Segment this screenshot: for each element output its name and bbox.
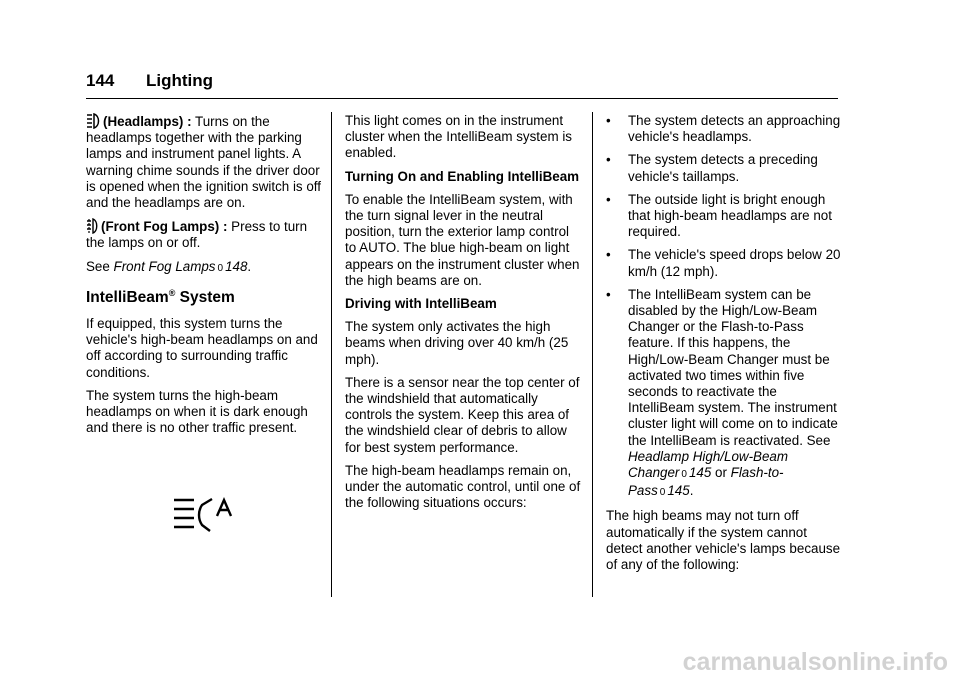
see-fog-reference xyxy=(86,259,322,277)
link-suffix: . xyxy=(689,483,694,499)
flash-to-pass-page[interactable]: 145 xyxy=(667,483,690,499)
high-low-beam-link[interactable]: Headlamp High/Low-Beam Changer xyxy=(628,448,789,481)
header-rule xyxy=(86,98,838,99)
list-item xyxy=(606,287,842,502)
headlamps-paragraph xyxy=(86,113,322,211)
intellibeam-para-1: If equipped, this system turns the vehicle's high-beam headlamps on and off according to surrounding traffic conditions. xyxy=(86,315,318,380)
fog-lamps-link[interactable]: Front Fog Lamps xyxy=(113,258,216,274)
fog-text: Press to turn the lamps on or off. xyxy=(86,219,308,251)
driving-heading: Driving with IntelliBeam xyxy=(345,296,497,312)
registered-mark: ® xyxy=(168,287,176,298)
fog-paragraph xyxy=(86,218,322,251)
bullet-icon: • xyxy=(606,113,611,128)
enabling-paragraph: To enable the IntelliBeam system, with the turn signal lever in the neutral position, turn the exterior lamp control to AUTO. The blue high-beam on light appears on the instrument cluster when the high beams are on. xyxy=(345,191,580,288)
flash-to-pass-link[interactable]: Flash-to-Pass xyxy=(628,465,784,499)
headlamps-label: (Headlamps) : xyxy=(103,114,192,129)
column-3 xyxy=(606,113,842,580)
indicator-paragraph: This light comes on in the instrument cluster when the IntelliBeam system is enabled. xyxy=(345,113,572,161)
see-prefix: See xyxy=(86,258,114,274)
column-1 xyxy=(86,113,322,443)
watermark-text: carmanualsonline.info xyxy=(682,648,948,676)
list-item xyxy=(606,247,842,279)
list-item xyxy=(606,113,842,145)
headlamp-icon xyxy=(86,113,100,129)
page-number: 144 xyxy=(86,71,115,90)
intellibeam-heading xyxy=(86,284,322,307)
closing-paragraph: The high beams may not turn off automatically if the system cannot detect another vehicle's lamps because of any of the following: xyxy=(606,508,841,573)
page-arrow-icon: 0 xyxy=(659,487,666,499)
bullet-icon: • xyxy=(606,152,611,168)
list-item xyxy=(606,192,842,241)
list-item-text: The system detects a preceding vehicle's taillamps. xyxy=(628,152,818,184)
high-low-beam-page[interactable]: 145 xyxy=(688,465,712,481)
activation-paragraph: The system only activates the high beams when driving over 40 km/h (25 mph). xyxy=(345,319,569,367)
section-title: Lighting xyxy=(146,71,214,90)
list-item-text: The vehicle's speed drops below 20 km/h (12 mph). xyxy=(628,247,841,279)
sensor-paragraph: There is a sensor near the top center of the windshield that automatically controls the system. Keep this area of the windshield clear of debris to allow for best system performance. xyxy=(345,374,580,455)
intellibeam-para-2: The system turns the high-beam headlamps on when it is dark enough and there is no other traffic present. xyxy=(86,387,308,436)
bullet-icon: • xyxy=(606,191,611,207)
page-arrow-icon: 0 xyxy=(681,469,687,481)
column-divider-1 xyxy=(331,112,332,597)
situations-list xyxy=(606,113,842,501)
see-suffix: . xyxy=(247,258,252,274)
column-2 xyxy=(345,113,581,518)
fog-lamps-page[interactable]: 148 xyxy=(225,258,248,274)
list-item-text: The outside light is bright enough that high-beam headlamps are not required. xyxy=(628,191,832,240)
headlamps-text: Turns on the headlamps together with the parking lamps and instrument panel lights. A warning chime sounds if the driver door is opened when the ignition switch is off and the headlamps are on. xyxy=(86,114,321,211)
list-item xyxy=(606,152,842,184)
bullet-icon: • xyxy=(606,286,611,302)
watermark-logo xyxy=(0,648,960,678)
column-divider-2 xyxy=(592,112,593,597)
list-item-text: The system detects an approaching vehicle's headlamps. xyxy=(628,113,841,145)
or-text: or xyxy=(711,465,731,481)
enabling-heading: Turning On and Enabling IntelliBeam xyxy=(345,168,580,184)
list-item-text: The IntelliBeam system can be disabled by the High/Low-Beam Changer or the Flash-to-Pass feature. If this happens, the High/Low-Beam Changer must be activated two times within five seconds to reactivate the IntelliBeam system. The instrument cluster light will come on to indicate the IntelliBeam is reactivated. See xyxy=(628,286,838,448)
intellibeam-icon xyxy=(172,497,236,533)
remain-on-paragraph: The high-beam headlamps remain on, under the automatic control, until one of the following situations occurs: xyxy=(345,462,581,511)
fog-label: (Front Fog Lamps) : xyxy=(101,219,228,235)
bullet-icon: • xyxy=(606,247,611,263)
intellibeam-heading-suffix: System xyxy=(175,288,235,306)
fog-lamp-icon xyxy=(86,218,98,234)
page-arrow-icon: 0 xyxy=(217,262,224,274)
intellibeam-heading-text: IntelliBeam xyxy=(86,288,169,306)
